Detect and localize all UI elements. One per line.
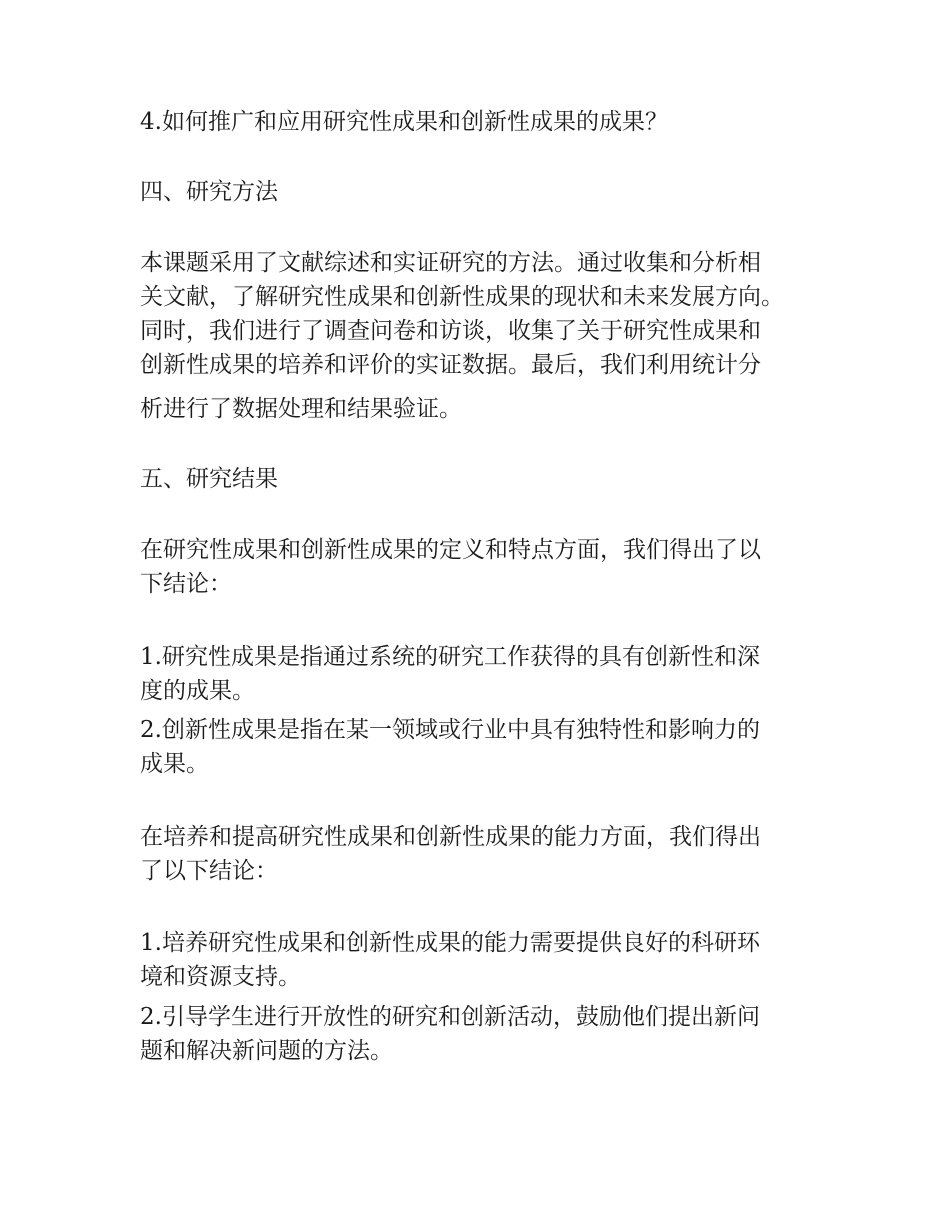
question-item-4: 4.如何推广和应用研究性成果和创新性成果的成果？: [140, 109, 668, 135]
results-intro-2-line-2: 了以下结论：: [140, 858, 278, 884]
results-intro-2-line-1: 在培养和提高研究性成果和创新性成果的能力方面，我们得出: [140, 824, 761, 850]
results-intro-1-line-1: 在研究性成果和创新性成果的定义和特点方面，我们得出了以: [140, 537, 761, 563]
methods-paragraph-line-4: 创新性成果的培养和评价的实证数据。最后，我们利用统计分: [140, 352, 761, 378]
result-1-1-line-1: 1.研究性成果是指通过系统的研究工作获得的具有创新性和深: [140, 644, 760, 670]
result-2-1-line-1: 1.培养研究性成果和创新性成果的能力需要提供良好的科研环: [140, 930, 760, 956]
section-heading-results: 五、研究结果: [140, 466, 278, 492]
results-intro-1-line-2: 下结论：: [140, 571, 232, 597]
result-2-1-line-2: 境和资源支持。: [140, 964, 301, 990]
result-1-1-line-2: 度的成果。: [140, 678, 255, 704]
result-2-2-line-1: 2.引导学生进行开放性的研究和创新活动，鼓励他们提出新问: [140, 1004, 760, 1030]
section-heading-methods: 四、研究方法: [140, 179, 278, 205]
methods-paragraph-line-5: 析进行了数据处理和结果验证。: [140, 396, 462, 422]
result-2-2-line-2: 题和解决新问题的方法。: [140, 1038, 393, 1064]
methods-paragraph-line-3: 同时，我们进行了调查问卷和访谈，收集了关于研究性成果和: [140, 318, 761, 344]
result-1-2-line-2: 成果。: [140, 751, 209, 777]
methods-paragraph-line-2: 关文献，了解研究性成果和创新性成果的现状和未来发展方向。: [140, 284, 784, 310]
result-1-2-line-1: 2.创新性成果是指在某一领域或行业中具有独特性和影响力的: [140, 717, 760, 743]
methods-paragraph-line-1: 本课题采用了文献综述和实证研究的方法。通过收集和分析相: [140, 250, 761, 276]
